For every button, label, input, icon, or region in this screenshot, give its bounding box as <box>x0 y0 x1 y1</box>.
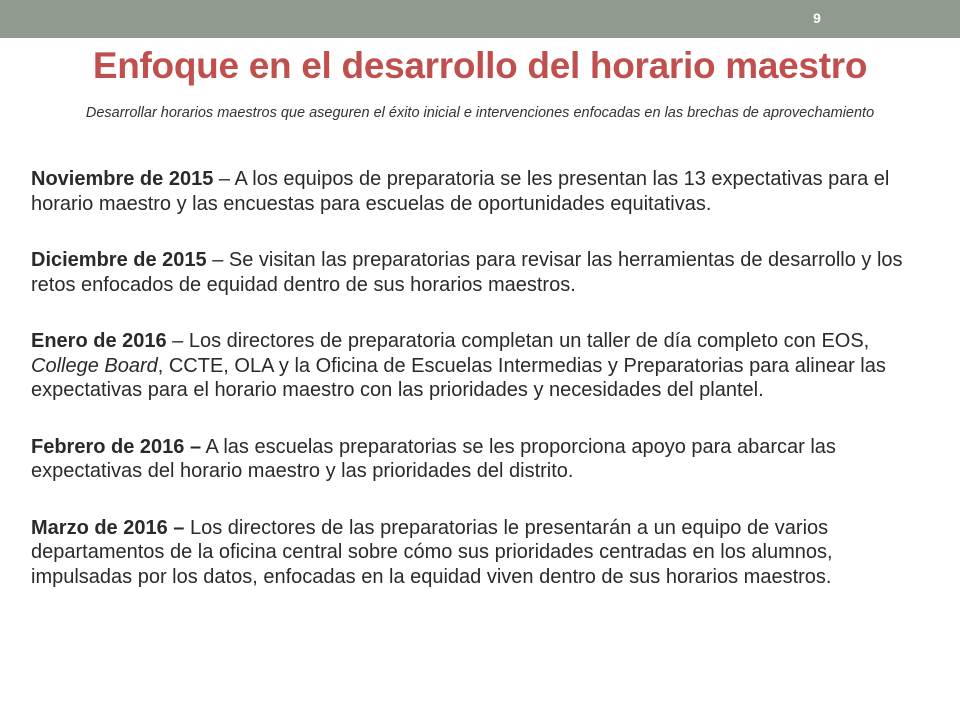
entry-text-italic: College Board <box>31 354 158 377</box>
entry-text: – A los equipos de preparatoria se les presentan las 13 expectativas para el horario maestro y las encuestas para escuelas de oportunidades equitativas. <box>31 168 890 215</box>
entry-date: Febrero de 2016 – <box>31 435 202 458</box>
slide-number: 9 <box>813 10 821 26</box>
entry-date: Marzo de 2016 – <box>31 516 185 539</box>
timeline-entry-february-2016 <box>31 435 926 484</box>
entry-date: Enero de 2016 <box>31 330 167 352</box>
timeline-entry-november-2015 <box>31 167 926 216</box>
timeline-entry-december-2015 <box>31 248 926 297</box>
entry-text: – Se visitan las preparatorias para revisar las herramientas de desarrollo y los retos enfocados de equidad dentro de sus horarios maestros. <box>31 249 903 296</box>
timeline-body <box>31 167 926 621</box>
entry-text: A las escuelas preparatorias se les proporciona apoyo para abarcar las expectativas del horario maestro y las prioridades del distrito. <box>31 435 836 482</box>
entry-text: Los directores de las preparatorias le presentarán a un equipo de varios departamentos de la oficina central sobre cómo sus prioridades centradas en los alumnos, impulsadas por los datos, enfocadas en la equidad viven dentro de sus horarios maestros. <box>31 516 833 588</box>
entry-date: Noviembre de 2015 <box>31 168 214 190</box>
entry-text: , CCTE, OLA y la Oficina de Escuelas Intermedias y Preparatorias para alinear las expectativas para el horario maestro con las prioridades y necesidades del plantel. <box>31 354 886 401</box>
top-bar <box>0 0 960 38</box>
timeline-entry-march-2016 <box>31 516 926 590</box>
timeline-entry-january-2016 <box>31 329 926 403</box>
entry-text: – Los directores de preparatoria completan un taller de día completo con EOS, <box>166 330 870 352</box>
entry-date: Diciembre de 2015 <box>31 249 207 271</box>
slide-title: Enfoque en el desarrollo del horario maestro <box>92 45 868 86</box>
slide-subtitle: Desarrollar horarios maestros que aseguren el éxito inicial e intervenciones enfocadas en las brechas de aprovechamiento <box>85 105 875 121</box>
